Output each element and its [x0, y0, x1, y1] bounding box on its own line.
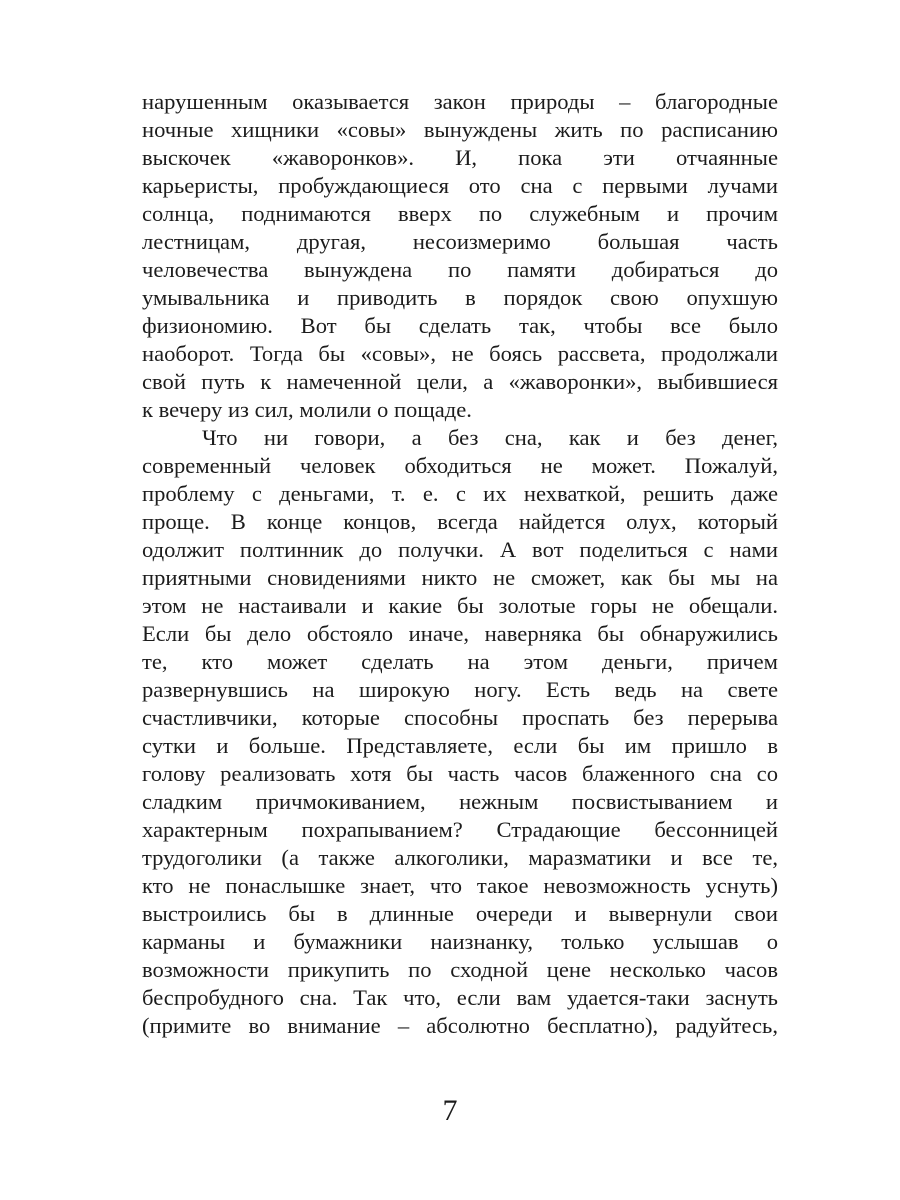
- text-line: возможности прикупить по сходной цене несколько часов: [142, 957, 778, 982]
- text-line: беспробудного сна. Так что, если вам удается-таки заснуть: [142, 985, 778, 1010]
- text-line: развернувшись на широкую ногу. Есть ведь на свете: [142, 677, 778, 702]
- text-line: человечества вынуждена по памяти добираться до: [142, 257, 778, 282]
- text-line: физиономию. Вот бы сделать так, чтобы все было: [142, 313, 778, 338]
- text-line: наоборот. Тогда бы «совы», не боясь рассвета, продолжали: [142, 341, 778, 366]
- text-line: сладким причмокиванием, нежным посвистыванием и: [142, 789, 778, 814]
- text-line: Что ни говори, а без сна, как и без денег,: [202, 425, 778, 450]
- text-line: сутки и больше. Представляете, если бы им пришло в: [142, 733, 778, 758]
- text-line: характерным похрапыванием? Страдающие бессонницей: [142, 817, 778, 842]
- text-line: солнца, поднимаются вверх по служебным и прочим: [142, 201, 778, 226]
- text-line: кто не понаслышке знает, что такое невозможность уснуть): [142, 873, 778, 898]
- text-line: нарушенным оказывается закон природы – благородные: [142, 89, 778, 114]
- text-line: ночные хищники «совы» вынуждены жить по расписанию: [142, 117, 778, 142]
- text-line: карьеристы, пробуждающиеся ото сна с первыми лучами: [142, 173, 778, 198]
- text-line: те, кто может сделать на этом деньги, причем: [142, 649, 778, 674]
- text-line: этом не настаивали и какие бы золотые горы не обещали.: [142, 593, 778, 618]
- text-line: карманы и бумажники наизнанку, только услышав о: [142, 929, 778, 954]
- text-line: проще. В конце концов, всегда найдется олух, который: [142, 509, 778, 534]
- text-line: голову реализовать хотя бы часть часов блаженного сна со: [142, 761, 778, 786]
- text-line: трудоголики (а также алкоголики, маразматики и все те,: [142, 845, 778, 870]
- text-line: приятными сновидениями никто не сможет, как бы мы на: [142, 565, 778, 590]
- text-line: выскочек «жаворонков». И, пока эти отчаянные: [142, 145, 778, 170]
- text-line: лестницам, другая, несоизмеримо большая часть: [142, 229, 778, 254]
- text-line: одолжит полтинник до получки. А вот поделиться с нами: [142, 537, 778, 562]
- text-line: умывальника и приводить в порядок свою опухшую: [142, 285, 778, 310]
- text-line: Если бы дело обстояло иначе, наверняка бы обнаружились: [142, 621, 778, 646]
- text-line: проблему с деньгами, т. е. с их нехваткой, решить даже: [142, 481, 778, 506]
- text-line: выстроились бы в длинные очереди и вывернули свои: [142, 901, 778, 926]
- text-line: современный человек обходиться не может. Пожалуй,: [142, 453, 778, 478]
- text-line: счастливчики, которые способны проспать без перерыва: [142, 705, 778, 730]
- text-line: свой путь к намеченной цели, а «жаворонки», выбившиеся: [142, 369, 778, 394]
- text-line: (примите во внимание – абсолютно бесплатно), радуйтесь,: [142, 1013, 778, 1038]
- page-number: 7: [442, 1094, 458, 1127]
- text-line: к вечеру из сил, молили о пощаде.: [142, 397, 472, 422]
- body-text: [142, 88, 778, 1040]
